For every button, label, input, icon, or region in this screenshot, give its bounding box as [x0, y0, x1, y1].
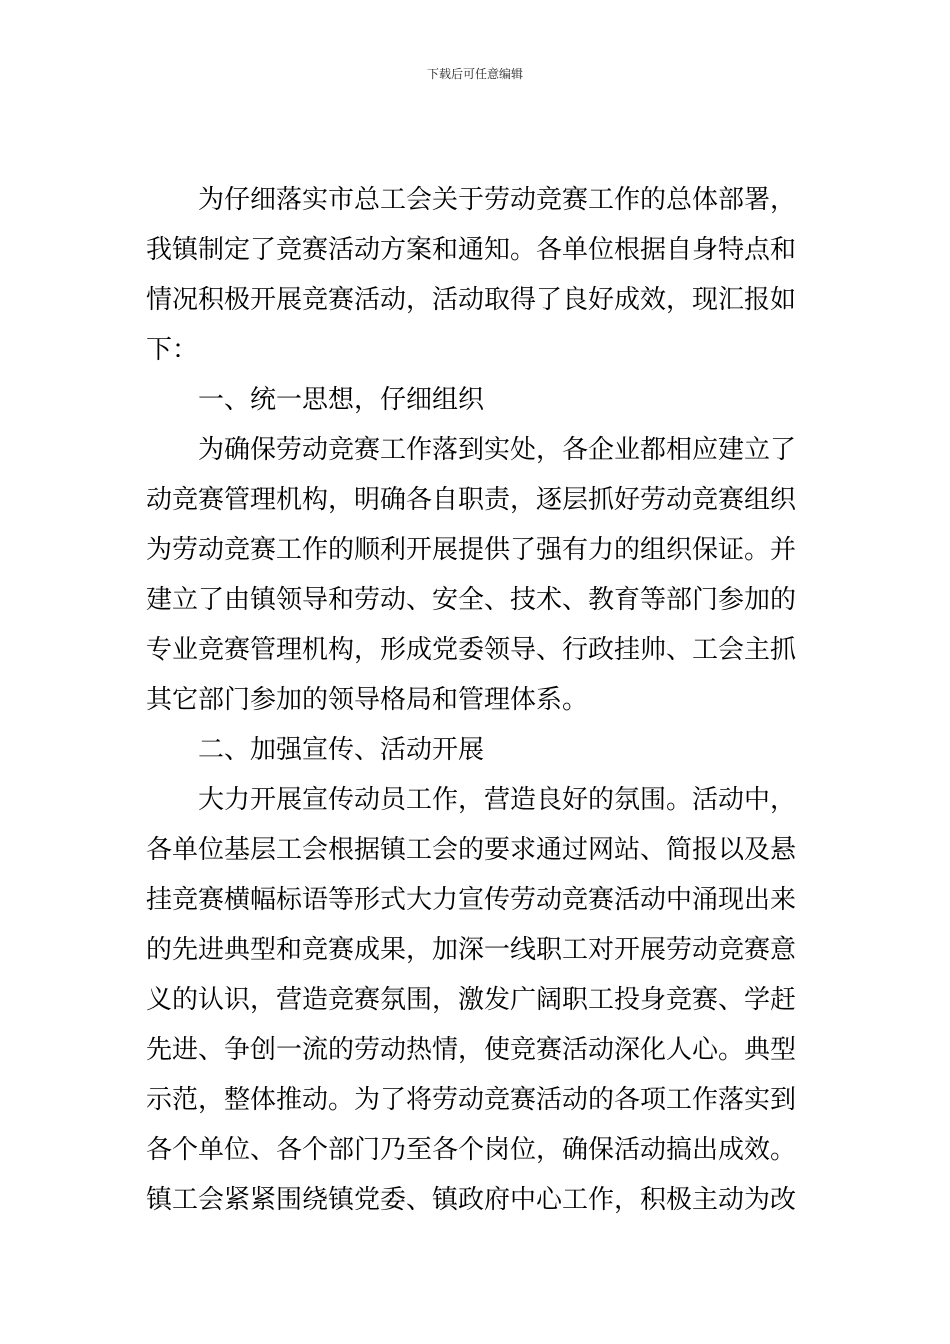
section-heading-1: 一、统一思想，仔细组织 [198, 385, 485, 415]
paragraph-line: 各单位基层工会根据镇工会的要求通过网站、简报以及悬 [146, 835, 797, 865]
paragraph-line: 大力开展宣传动员工作，营造良好的氛围。活动中， [198, 785, 797, 815]
paragraph-line: 挂竞赛横幅标语等形式大力宣传劳动竞赛活动中涌现出来 [146, 885, 797, 915]
paragraph-line: 动竞赛管理机构，明确各自职责，逐层抓好劳动竞赛组织 [146, 485, 797, 515]
paragraph-line: 为劳动竞赛工作的顺利开展提供了强有力的组织保证。并 [146, 535, 797, 565]
paragraph-line: 建立了由镇领导和劳动、安全、技术、教育等部门参加的 [146, 585, 797, 615]
paragraph-line: 镇工会紧紧围绕镇党委、镇政府中心工作，积极主动为改 [146, 1185, 797, 1215]
paragraph-line: 专业竞赛管理机构，形成党委领导、行政挂帅、工会主抓 [146, 635, 797, 665]
paragraph-line: 下： [146, 335, 199, 365]
paragraph-line: 情况积极开展竞赛活动，活动取得了良好成效，现汇报如 [146, 285, 797, 315]
paragraph-line: 的先进典型和竞赛成果，加深一线职工对开展劳动竞赛意 [146, 935, 797, 965]
paragraph-line: 我镇制定了竞赛活动方案和通知。各单位根据自身特点和 [146, 235, 797, 265]
paragraph-line: 为确保劳动竞赛工作落到实处，各企业都相应建立了 [198, 435, 797, 465]
paragraph-line: 义的认识，营造竞赛氛围，激发广阔职工投身竞赛、学赶 [146, 985, 797, 1015]
paragraph-line: 为仔细落实市总工会关于劳动竞赛工作的总体部署， [198, 185, 797, 215]
paragraph-line: 各个单位、各个部门乃至各个岗位，确保活动搞出成效。 [146, 1135, 797, 1165]
paragraph-line: 示范，整体推动。为了将劳动竞赛活动的各项工作落实到 [146, 1085, 797, 1115]
body-text [146, 175, 808, 1225]
section-heading-2: 二、加强宣传、活动开展 [198, 735, 485, 765]
page-header: 下载后可任意编辑 [426, 67, 523, 81]
paragraph-line: 先进、争创一流的劳动热情，使竞赛活动深化人心。典型 [146, 1035, 797, 1065]
paragraph-line: 其它部门参加的领导格局和管理体系。 [146, 685, 589, 715]
